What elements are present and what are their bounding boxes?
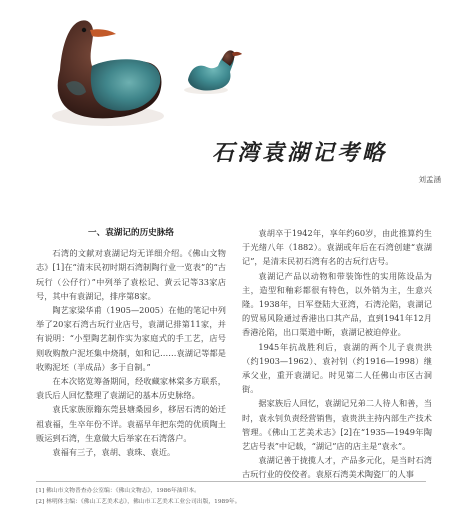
footnote: [2] 林明体主编：《佛山工艺美术志》，佛山市工艺美术工业公司出版，1989年。 <box>36 499 241 505</box>
paragraph: 袁湖记善于拢揽人才，产品多元化，是当时石湾古玩行业的佼佼者。袁原石湾美术陶瓷厂的人事 <box>242 455 432 480</box>
paragraph: 石湾的文献对袁湖记均无详细介绍。《佛山文物志》[1]在“清末民初时期石湾制陶行业一览表”的“古玩行（公仔行）”中列举了袁松记、黄云记等33家店号，其中有袁湖记，排序第8家。 <box>36 248 226 301</box>
large-duck-figurine <box>52 20 164 126</box>
footnotes <box>36 486 426 508</box>
small-duck-figurine <box>184 50 242 94</box>
article-title: 石湾袁湖记考略 <box>212 140 388 166</box>
paragraph: 袁福有三子，袁胡、袁珠、袁近。 <box>52 447 176 458</box>
footnote-divider <box>36 481 426 482</box>
section-heading: 一、袁湖记的历史脉络 <box>88 228 174 238</box>
left-column <box>36 226 226 459</box>
paragraph: 1945年抗战胜利后，袁湖的两个儿子袁贵洪（约1903—1962）、袁衬钊（约1916—1998）继承父业，重开袁湖记。时见第二人任佛山市区古洞街。 <box>242 341 432 395</box>
right-column <box>242 226 432 482</box>
paragraph: 陶艺家梁华甫（1905—2005）在他的笔记中列举了20家石湾古玩行业店号，袁湖记排第11家，并有说明：“小型陶艺制作实为家庭式的手工艺，店号则收购散户泥坯集中烧制，如和记……袁湖记等都是收购泥坯（半成品）多于自制。” <box>36 305 226 372</box>
paragraph: 袁氏家族原籍东莞县塘桑园乡，移居石湾的始迁祖袁福，生卒年份不详。袁福早年把东莞的优质陶土贩运到石湾，生意做大后举家在石湾落户。 <box>36 404 226 443</box>
footnote: [1] 佛山市文物普查办公室编：《佛山文物志》，1986年油印本。 <box>36 488 200 494</box>
paragraph: 袁胡卒于1942年，享年约60岁，由此推算约生于光绪八年（1882）。袁湖或年后在石湾创建“袁湖记”，是清末民初石湾有名的古玩行店号。 <box>242 228 432 267</box>
ceramic-ducks-photo <box>0 0 459 150</box>
ceramic-ducks-illustration <box>0 0 459 150</box>
article-author: 刘孟涵 <box>418 175 441 184</box>
paragraph: 在本次铭览筹备期间，经收藏家林棠多方联系，袁氏后人回忆整理了袁湖记的基本历史脉络。 <box>36 376 226 401</box>
paragraph: 袁湖记产品以动物和带装饰性的实用陈设品为主，造型和釉彩都很有特色，以外销为主，生意兴隆。1938年，日军登陆大亚湾，石湾沦陷，袁湖记的贸易风险通过香港出口其产品，直到1941年12月香港沦陷，出口渠道中断，袁湖记被迫停业。 <box>242 270 432 338</box>
paragraph: 据家族后人回忆，袁湖记兄弟二人待人和善，当时，袁永钊负责经营销售，袁贵洪主持内部生产技术管理。《佛山工艺美术志》[2]在“1935—1949年陶艺店号表”中记载，“湖记”店的店主是“袁永”。 <box>242 398 432 452</box>
